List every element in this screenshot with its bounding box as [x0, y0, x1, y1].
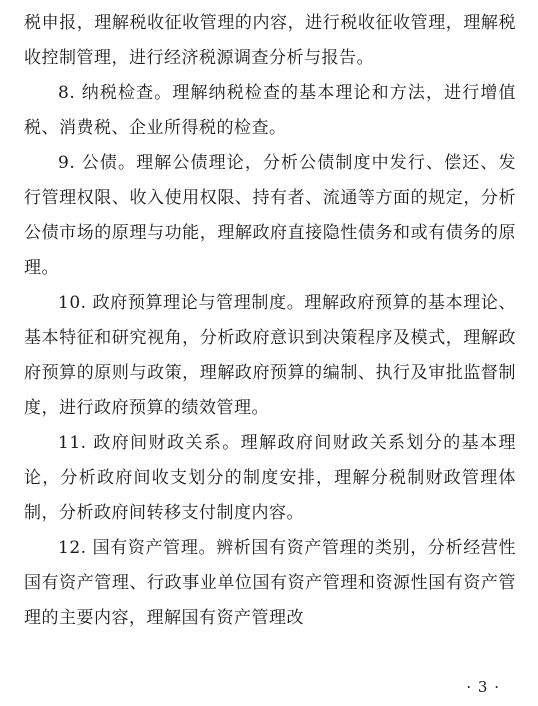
page-number: · 3 · — [466, 678, 500, 696]
paragraph-12-state-assets-management: 12. 国有资产管理。辨析国有资产管理的类别，分析经营性国有资产管理、行政事业单位国有资产管理和资源性国有资产管理的主要内容，理解国有资产管理改 — [24, 538, 516, 628]
paragraph-10-government-budget: 10. 政府预算理论与管理制度。理解政府预算的基本理论、基本特征和研究视角，分析政府意识到决策程序及模式，理解政府预算的原则与政策，理解政府预算的编制、执行及审批监督制度，进行政府预算的绩效管理。 — [24, 293, 516, 418]
paragraph-8-tax-inspection: 8. 纳税检查。理解纳税检查的基本理论和方法，进行增值税、消费税、企业所得税的检查。 — [24, 83, 516, 138]
paragraph-tax-collection-continued: 税申报，理解税收征收管理的内容，进行税收征收管理，理解税收控制管理，进行经济税源调查分析与报告。 — [24, 13, 516, 68]
paragraph-11-intergovernmental-fiscal-relations: 11. 政府间财政关系。理解政府间财政关系划分的基本理论，分析政府间收支划分的制度安排，理解分税制财政管理体制，分析政府间转移支付制度内容。 — [24, 433, 516, 523]
paragraph-9-public-debt: 9. 公债。理解公债理论，分析公债制度中发行、偿还、发行管理权限、收入使用权限、持有者、流通等方面的规定，分析公债市场的原理与功能，理解政府直接隐性债务和或有债务的原理。 — [24, 153, 516, 278]
